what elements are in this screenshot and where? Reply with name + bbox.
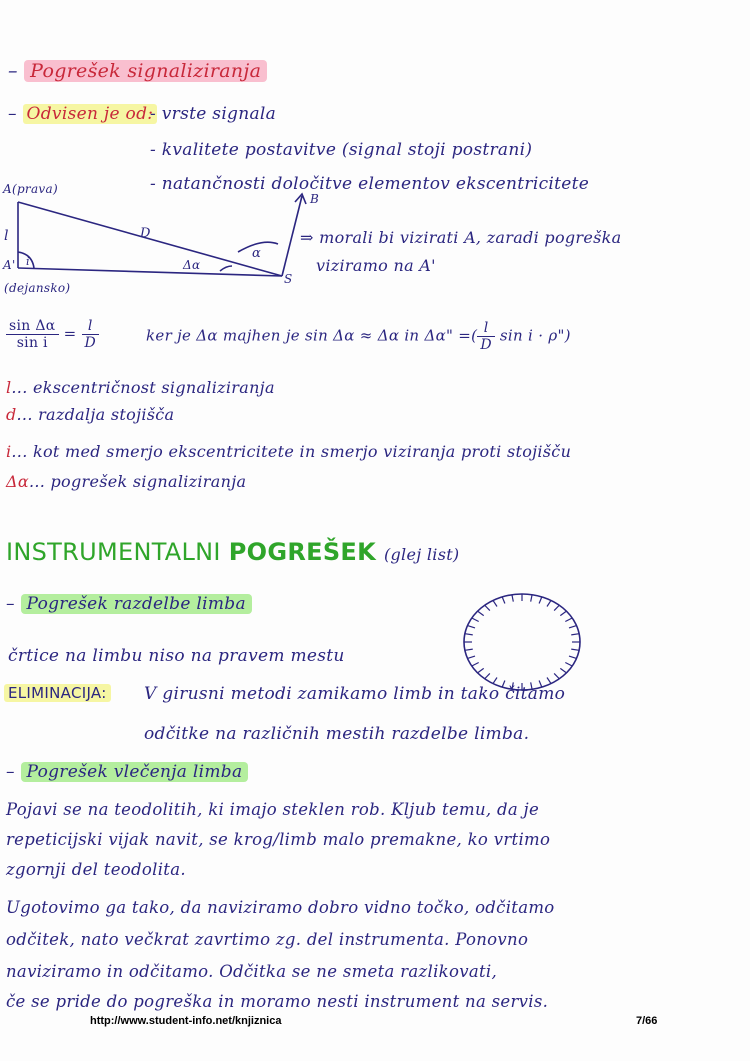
segment-S-B	[282, 196, 302, 276]
limb-tick	[565, 663, 572, 667]
legend-item-i: i... kot med smerjo ekscentricitete in smerjo viziranja proti stojišču	[6, 442, 572, 461]
elimination-label: ELIMINACIJA:	[4, 684, 111, 702]
angle-delta-alpha	[220, 266, 232, 271]
limb-tick	[493, 678, 497, 684]
para2-line-4: če se pride do pogreška in moramo nesti instrument na servis.	[6, 992, 549, 1011]
limb-tick	[554, 605, 559, 610]
limb-tick	[467, 626, 475, 628]
sub2-title-text: Pogrešek vlečenja limba	[21, 762, 249, 782]
sub1-text: črtice na limbu niso na pravem mestu	[8, 646, 345, 666]
label-A: A(prava)	[3, 182, 58, 196]
fraction-sin: $\frac{\text{sin Δα}}{\text{sin i}}$	[6, 318, 59, 351]
limb-tick	[478, 611, 484, 615]
para2-line-3: naviziramo in odčitamo. Odčitka se ne smeta razlikovati,	[6, 962, 498, 981]
limb-tick	[465, 634, 473, 635]
note-line-1: ⇒ morali bi vizirati A, zaradi pogreška	[300, 228, 622, 247]
legend-item-l: l... ekscentričnost signaliziranja	[6, 378, 275, 397]
limb-tick	[560, 668, 566, 672]
sub1-title: – Pogrešek razdelbe limba	[6, 594, 252, 614]
limb-circle-icon	[456, 586, 588, 698]
limb-tick	[465, 649, 473, 650]
label-B: B	[310, 192, 320, 206]
limb-tick	[472, 663, 479, 667]
limb-tick	[485, 673, 490, 678]
formula-row: $\frac{\text{sin Δα}}{\text{sin i}}$ = $\frac{l}{D}$	[6, 318, 99, 351]
label-alpha: α	[252, 246, 262, 261]
limb-tick	[512, 595, 513, 602]
limb-tick	[547, 678, 551, 684]
legend-item-d: d... razdalja stojišča	[6, 405, 175, 424]
label-dejansko: (dejansko)	[4, 281, 71, 295]
sub1-title-text: Pogrešek razdelbe limba	[21, 594, 252, 614]
sub2-title: – Pogrešek vlečenja limba	[6, 762, 248, 782]
limb-tick	[571, 634, 579, 635]
label-delta-alpha: Δα	[183, 258, 201, 272]
limb-tick	[560, 611, 566, 615]
limb-tick	[478, 668, 484, 672]
label-i: i	[26, 255, 30, 268]
limb-tick	[493, 600, 497, 606]
fraction-l-D: $\frac{l}{D}$	[82, 318, 100, 351]
limb-tick	[547, 600, 551, 606]
depends-label-text: Odvisen je od:	[23, 104, 158, 124]
limb-tick	[467, 656, 475, 658]
label-l: l	[4, 228, 9, 244]
limb-tick	[472, 618, 479, 622]
elimination-line-1: V girusni metodi zamikamo limb in tako čitamo	[144, 684, 566, 704]
para1-line-3: zgornji del teodolita.	[6, 860, 186, 879]
label-D: D	[140, 226, 151, 241]
para1-line-2: repeticijski vijak navit, se krog/limb malo premakne, ko vrtimo	[6, 830, 551, 849]
limb-tick	[565, 618, 572, 622]
depends-item-3: - natančnosti določitve elementov ekscentricitete	[150, 174, 590, 194]
limb-tick	[569, 626, 577, 628]
depends-item-2: - kvalitete postavitve (signal stoji postrani)	[150, 140, 533, 160]
label-A-prime: A'	[3, 258, 16, 272]
formula-text: ker je Δα majhen je sin Δα ≈ Δα in Δα" =( $\frac{l}{D}$ sin i · ρ")	[146, 320, 571, 353]
footer-page-number: 7/66	[636, 1015, 658, 1027]
para1-line-1: Pojavi se na teodolitih, ki imajo steklen rob. Kljub temu, da je	[6, 800, 540, 819]
limb-tick	[531, 595, 532, 602]
footer-url-link[interactable]: http://www.student-info.net/knjiznica	[90, 1015, 282, 1027]
note-line-2: viziramo na A'	[316, 256, 436, 275]
limb-tick	[502, 597, 505, 604]
limb-tick	[485, 605, 490, 610]
fraction-l-D-2: $\frac{l}{D}$	[477, 320, 495, 353]
legend-item-delta-alpha: Δα... pogrešek signaliziranja	[6, 472, 247, 491]
instrumental-heading: INSTRUMENTALNI POGREŠEK (glej list)	[6, 538, 460, 566]
limb-tick	[539, 597, 542, 604]
limb-tick	[554, 673, 559, 678]
signal-error-title-text: Pogrešek signaliziranja	[24, 60, 267, 82]
segment-A-prime-S	[18, 268, 282, 276]
depends-item-1: - vrste signala	[150, 104, 277, 124]
limb-tick	[569, 656, 577, 658]
limb-tick	[571, 649, 579, 650]
label-S: S	[284, 272, 293, 286]
para2-line-2: odčitek, nato večkrat zavrtimo zg. del instrumenta. Ponovno	[6, 930, 529, 949]
para2-line-1: Ugotovimo ga tako, da naviziramo dobro vidno točko, odčitamo	[6, 898, 555, 917]
depends-label: – Odvisen je od:	[8, 104, 157, 124]
signal-error-title: – Pogrešek signaliziranja	[8, 60, 267, 82]
elimination-line-2: odčitke na različnih mestih razdelbe limba.	[144, 724, 530, 744]
